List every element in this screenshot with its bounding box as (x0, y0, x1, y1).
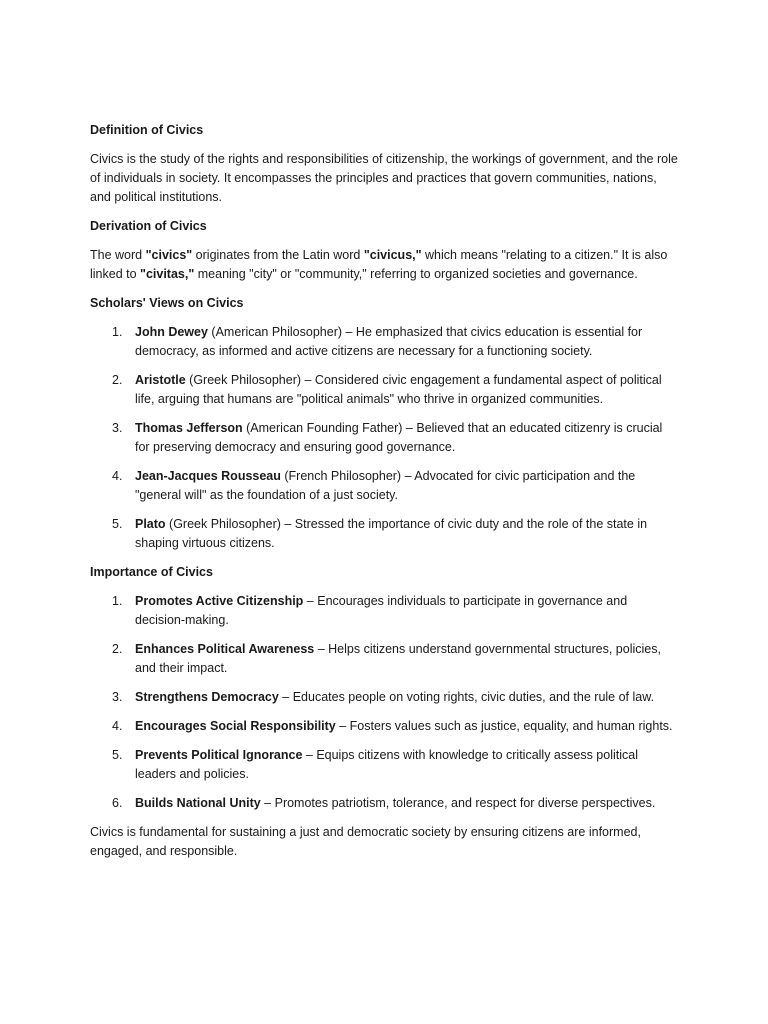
importance-title: Prevents Political Ignorance (135, 748, 303, 762)
importance-item (90, 794, 678, 813)
scholar-text: (French Philosopher) – Advocated for civic participation and the "general will" as the foundation of a just society. (135, 469, 636, 502)
importance-title: Enhances Political Awareness (135, 642, 315, 656)
scholar-text: (American Philosopher) – He emphasized that civics education is essential for democracy, as informed and active citizens are necessary for a functioning society. (135, 325, 643, 358)
importance-text: – Educates people on voting rights, civic duties, and the rule of law. (278, 690, 655, 704)
derivation-text-3: which means "relating to a citizen." It is also linked to (90, 248, 668, 281)
scholar-text: (American Founding Father) – Believed that an educated citizenry is crucial for preserving democracy and ensuring good governance. (135, 421, 663, 454)
derivation-text-1: The word (90, 248, 146, 262)
derivation-heading: Derivation of Civics (90, 219, 207, 233)
list-number: 1. (112, 594, 123, 608)
conclusion-paragraph: Civics is fundamental for sustaining a just and democratic society by ensuring citizens are informed, engaged, and responsible. (90, 825, 641, 858)
scholar-text: (Greek Philosopher) – Considered civic engagement a fundamental aspect of political life, arguing that humans are "political animals" who thrive in organized communities. (135, 373, 662, 406)
scholar-name: Aristotle (135, 373, 186, 387)
derivation-term-civitas: "civitas," (140, 267, 195, 281)
definition-heading: Definition of Civics (90, 123, 204, 137)
list-number: 2. (112, 373, 123, 387)
importance-item (90, 592, 678, 630)
list-number: 2. (112, 642, 123, 656)
list-number: 5. (112, 517, 123, 531)
scholar-text: (Greek Philosopher) – Stressed the importance of civic duty and the role of the state in shaping virtuous citizens. (135, 517, 648, 550)
derivation-text-2: originates from the Latin word (192, 248, 364, 262)
importance-text: – Helps citizens understand governmental structures, policies, and their impact. (135, 642, 661, 675)
derivation-term-civicus: "civicus," (363, 248, 422, 262)
scholar-item (90, 419, 678, 457)
importance-item (90, 640, 678, 678)
importance-text: – Promotes patriotism, tolerance, and respect for diverse perspectives. (260, 796, 656, 810)
importance-title: Strengthens Democracy (135, 690, 279, 704)
scholar-name: Jean-Jacques Rousseau (135, 469, 281, 483)
scholar-name: Thomas Jefferson (135, 421, 243, 435)
derivation-term-civics: "civics" (145, 248, 193, 262)
importance-text: – Fosters values such as justice, equality, and human rights. (335, 719, 673, 733)
list-number: 3. (112, 690, 123, 704)
scholar-item (90, 323, 678, 361)
importance-title: Encourages Social Responsibility (135, 719, 336, 733)
importance-title: Builds National Unity (135, 796, 261, 810)
importance-item (90, 688, 678, 707)
importance-item (90, 746, 678, 784)
list-number: 3. (112, 421, 123, 435)
scholar-item (90, 515, 678, 553)
scholar-item (90, 467, 678, 505)
importance-item (90, 717, 678, 736)
importance-heading: Importance of Civics (90, 565, 213, 579)
scholar-item (90, 371, 678, 409)
derivation-paragraph (90, 246, 678, 284)
scholars-list (90, 323, 678, 553)
list-number: 6. (112, 796, 123, 810)
importance-title: Promotes Active Citizenship (135, 594, 304, 608)
derivation-text-4: meaning "city" or "community," referring to organized societies and governance. (194, 267, 638, 281)
definition-paragraph: Civics is the study of the rights and responsibilities of citizenship, the workings of government, and the role of individuals in society. It encompasses the principles and practices that govern communities, nations, and political institutions. (90, 152, 678, 204)
importance-text: – Equips citizens with knowledge to critically assess political leaders and policies. (135, 748, 638, 781)
list-number: 4. (112, 469, 123, 483)
importance-text: – Encourages individuals to participate in governance and decision-making. (135, 594, 628, 627)
list-number: 1. (112, 325, 123, 339)
list-number: 5. (112, 748, 123, 762)
scholar-name: Plato (135, 517, 166, 531)
scholar-name: John Dewey (135, 325, 208, 339)
list-number: 4. (112, 719, 123, 733)
importance-list (90, 592, 678, 813)
scholars-heading: Scholars' Views on Civics (90, 296, 244, 310)
